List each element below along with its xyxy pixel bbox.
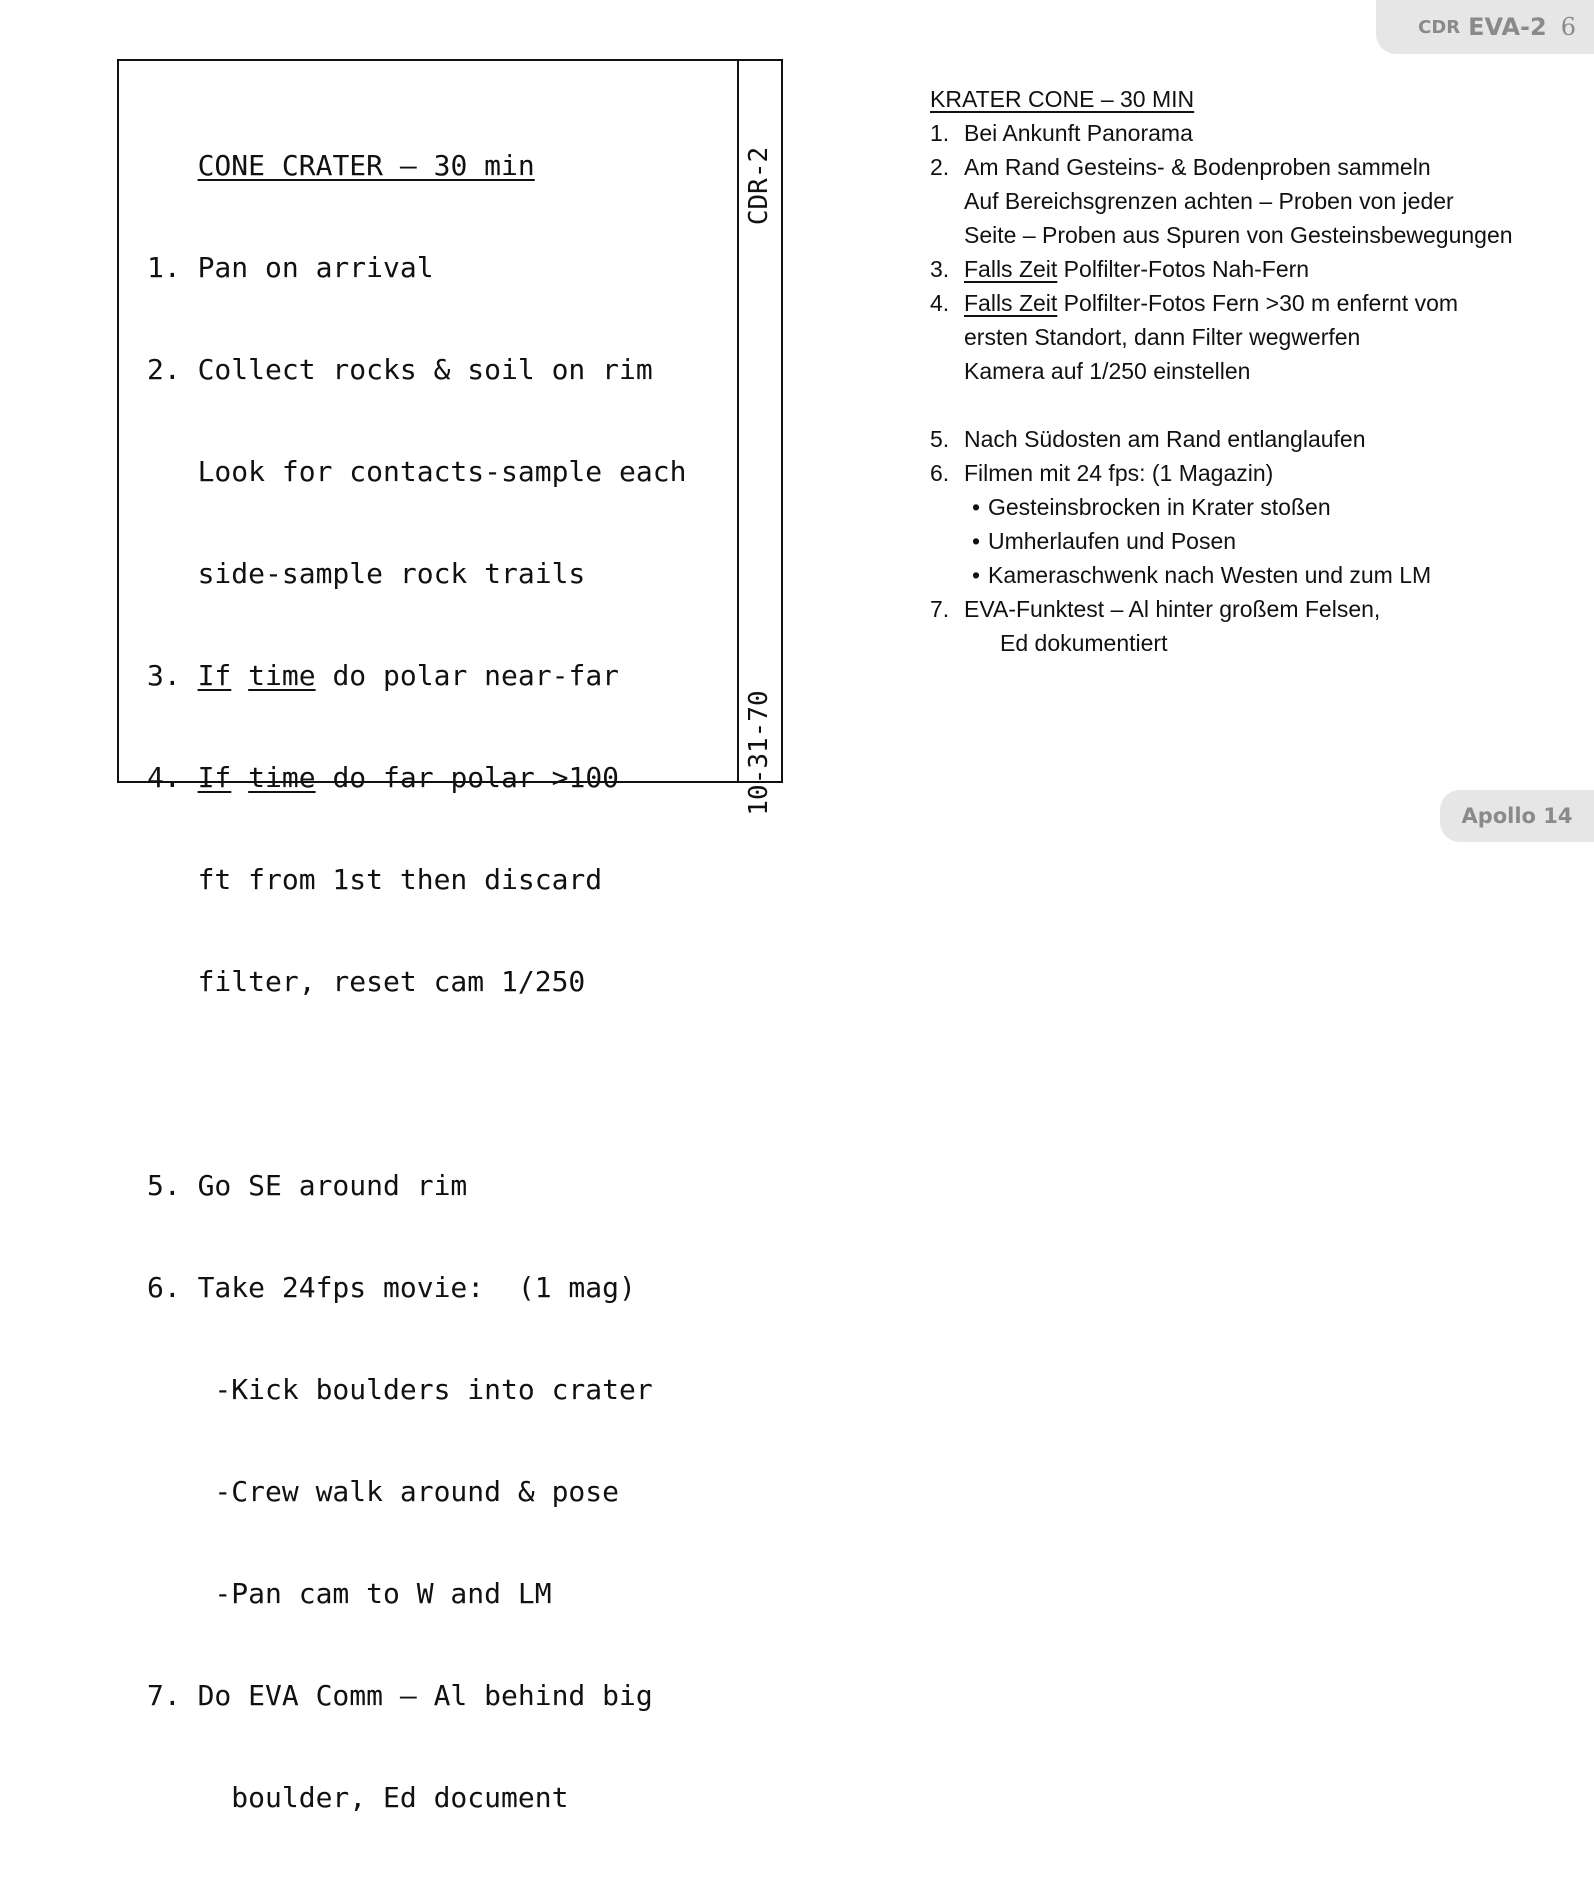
blank-line: [930, 388, 1513, 422]
translation-title-line: [930, 82, 1513, 116]
cue-line-emph: time: [248, 761, 316, 794]
item-emph: Falls Zeit: [964, 290, 1058, 316]
cue-card-title-line: [147, 149, 686, 183]
item-text: Gesteinsbrocken in Krater stoßen: [988, 494, 1331, 520]
item-text: Auf Bereichsgrenzen achten – Proben von jeder: [964, 188, 1454, 214]
cue-line-num: 4.: [147, 761, 198, 794]
cue-card-text: [147, 81, 686, 1883]
cue-line-rest: do polar near-far: [315, 659, 620, 692]
item-text: Ed dokumentiert: [1000, 630, 1168, 656]
translation-line: [930, 320, 1513, 354]
cue-line-emph: time: [248, 659, 316, 692]
translation-line: [930, 252, 1513, 286]
card-id-label: CDR-2: [744, 146, 774, 226]
item-text: Kameraschwenk nach Westen und zum LM: [988, 562, 1432, 588]
cue-line: ft from 1st then discard: [147, 863, 603, 896]
translation-title: KRATER CONE – 30 MIN: [930, 86, 1195, 112]
item-emph: Falls Zeit: [964, 256, 1058, 282]
cue-line: [147, 659, 686, 693]
translation-line: [930, 592, 1513, 626]
translation-line: [930, 456, 1513, 490]
page-tab: [1376, 0, 1594, 54]
cue-line-rest: do far polar >100: [315, 761, 620, 794]
item-text: Filmen mit 24 fps: (1 Magazin): [964, 460, 1274, 486]
bullet: •: [971, 528, 980, 554]
item-number: 1.: [930, 120, 950, 146]
translation-line: [930, 558, 1513, 592]
translation-line: [930, 490, 1513, 524]
cue-card: [117, 59, 783, 1814]
item-text: Polfilter-Fotos Fern >30 m enfernt vom: [1057, 290, 1459, 316]
item-number: 7.: [930, 596, 950, 622]
cue-line-num: 3.: [147, 659, 198, 692]
item-number: 3.: [930, 256, 950, 282]
item-number: 4.: [930, 290, 950, 316]
item-text: Umherlaufen und Posen: [988, 528, 1237, 554]
item-text: Kamera auf 1/250 einstellen: [964, 358, 1251, 384]
translation-line: [930, 116, 1513, 150]
cue-line: boulder, Ed document: [147, 1781, 569, 1814]
cue-card-main: [119, 61, 739, 1814]
cue-line: 6. Take 24fps movie: (1 mag): [147, 1271, 636, 1304]
item-text: ersten Standort, dann Filter wegwerfen: [964, 324, 1361, 350]
cue-line: Look for contacts-sample each: [147, 455, 687, 488]
item-text: Bei Ankunft Panorama: [964, 120, 1193, 146]
cue-line-emph: If: [197, 761, 232, 794]
translation-line: [930, 184, 1513, 218]
item-number: 6.: [930, 460, 950, 486]
bullet: •: [971, 494, 980, 520]
mission-tab: [1440, 790, 1594, 842]
translation-line: [930, 626, 1513, 660]
item-text: Nach Südosten am Rand entlanglaufen: [964, 426, 1366, 452]
translation-text: [930, 82, 1513, 660]
item-text: Seite – Proben aus Spuren von Gesteinsbewegungen: [964, 222, 1513, 248]
mission-label: Apollo 14: [1461, 804, 1573, 828]
item-number: 5.: [930, 426, 950, 452]
translation-line: [930, 422, 1513, 456]
cue-line-emph: If: [197, 659, 232, 692]
eva-label: EVA-2: [1468, 13, 1547, 41]
translation-line: [930, 524, 1513, 558]
cue-line: 5. Go SE around rim: [147, 1169, 468, 1202]
page-number: 6: [1560, 13, 1576, 41]
blank-line: [147, 1067, 686, 1101]
translation-line: [930, 218, 1513, 252]
cue-line: [147, 761, 686, 795]
cue-line: 1. Pan on arrival: [147, 251, 434, 284]
translation-line: [930, 150, 1513, 184]
cue-card-title: CONE CRATER – 30 min: [197, 149, 535, 182]
cue-card-side-strip: [737, 61, 781, 816]
translation-line: [930, 354, 1513, 388]
cue-line: 7. Do EVA Comm – Al behind big: [147, 1679, 653, 1712]
role-label: CDR: [1418, 16, 1461, 38]
cue-line: filter, reset cam 1/250: [147, 965, 586, 998]
cue-line: -Crew walk around & pose: [147, 1475, 620, 1508]
card-date-label: 10-31-70: [744, 690, 774, 816]
cue-line: -Kick boulders into crater: [147, 1373, 653, 1406]
cue-line: side-sample rock trails: [147, 557, 586, 590]
item-text: Polfilter-Fotos Nah-Fern: [1057, 256, 1310, 282]
cue-line: 2. Collect rocks & soil on rim: [147, 353, 653, 386]
item-text: EVA-Funktest – Al hinter großem Felsen,: [964, 596, 1381, 622]
bullet: •: [971, 562, 980, 588]
item-number: 2.: [930, 154, 950, 180]
cue-line: -Pan cam to W and LM: [147, 1577, 552, 1610]
item-text: Am Rand Gesteins- & Bodenproben sammeln: [964, 154, 1431, 180]
translation-line: [930, 286, 1513, 320]
